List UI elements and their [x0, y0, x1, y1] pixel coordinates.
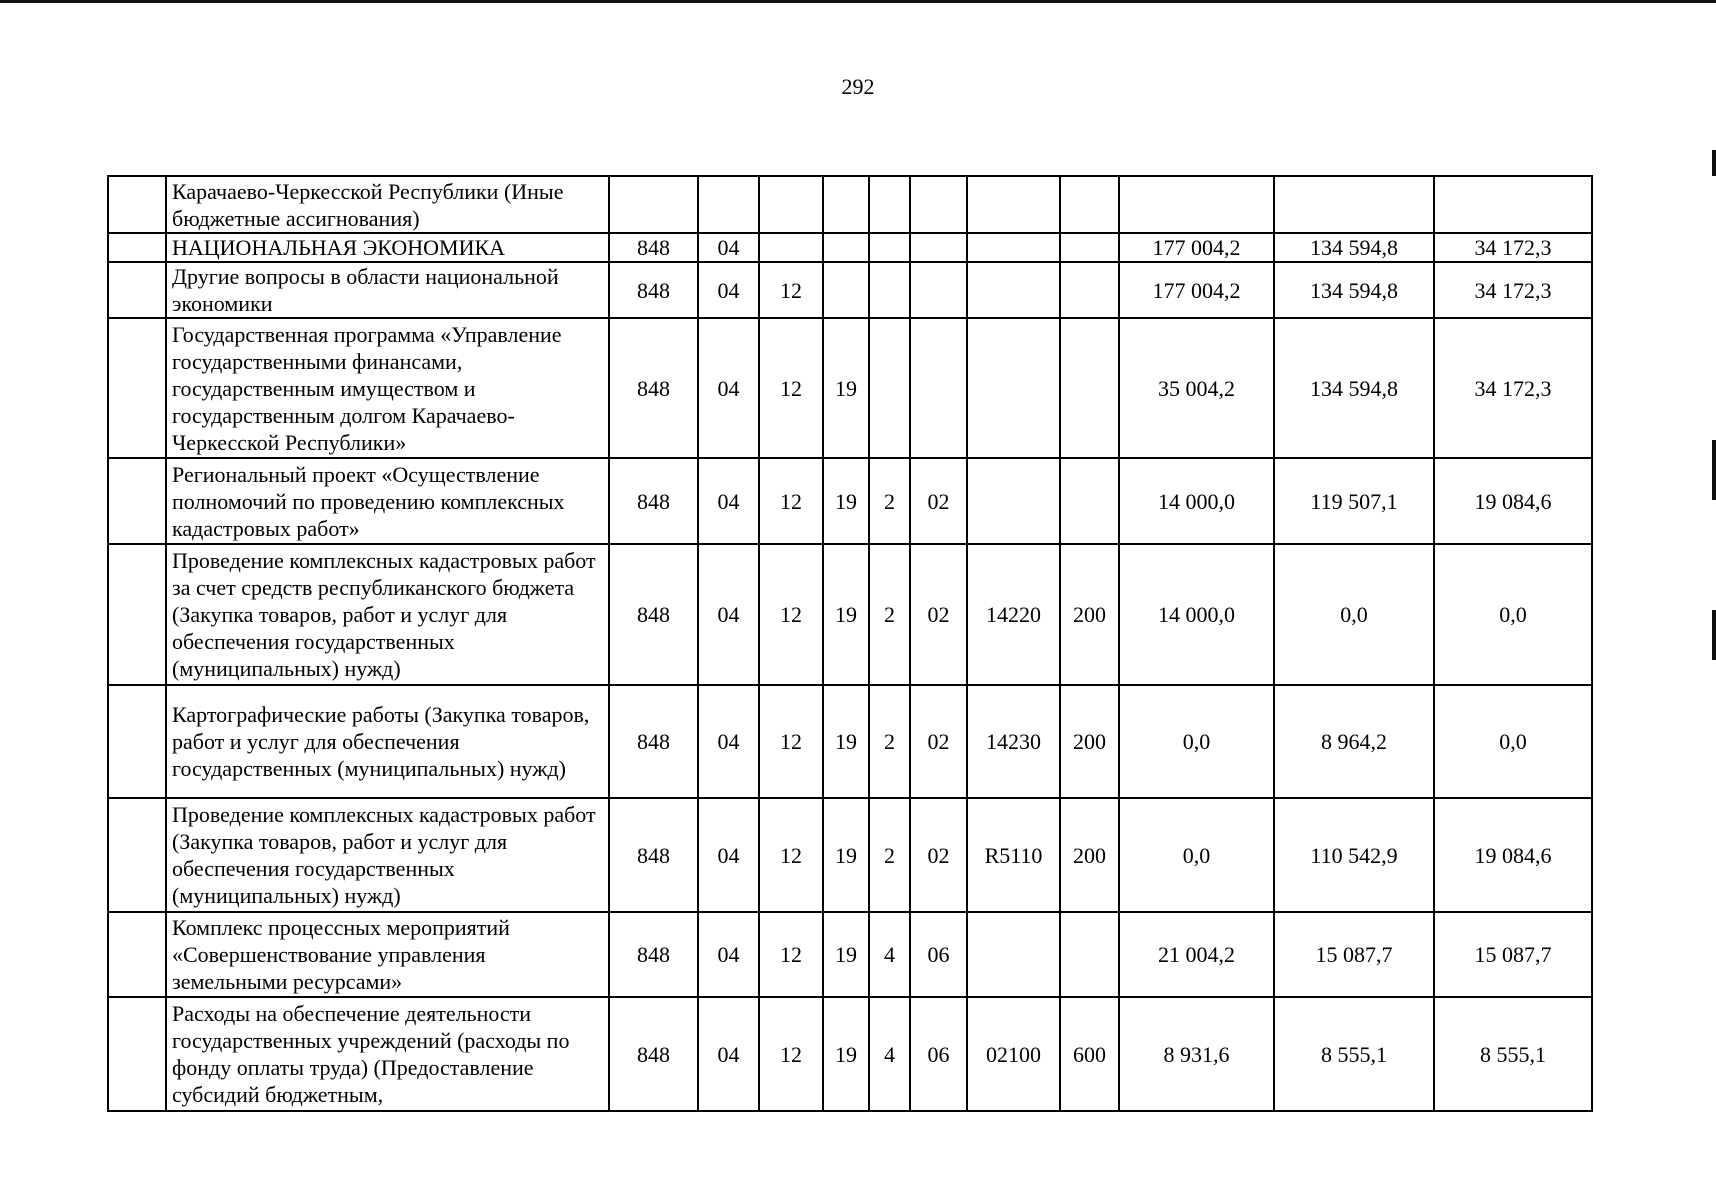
code-cs1: 19 [823, 458, 869, 544]
row-description: Расходы на обеспечение деятельности государственных учреждений (расходы по фонду оплаты труда) (Предоставление субсидий бюджетным, [166, 997, 609, 1111]
code-gr: 848 [609, 997, 698, 1111]
code-cs1 [823, 262, 869, 318]
table-row [108, 262, 1592, 318]
amount-year3 [1434, 176, 1592, 233]
amount-year3: 8 555,1 [1434, 997, 1592, 1111]
code-cs3: 02 [910, 798, 967, 912]
amount-year1: 177 004,2 [1119, 262, 1274, 318]
table-row [108, 798, 1592, 912]
code-cs4: 14230 [967, 685, 1060, 798]
table-row [108, 544, 1592, 685]
row-index-cell [108, 997, 166, 1111]
amount-year2: 8 555,1 [1274, 997, 1434, 1111]
code-rz: 04 [698, 458, 759, 544]
row-index-cell [108, 318, 166, 458]
amount-year3: 34 172,3 [1434, 262, 1592, 318]
row-description: Проведение комплексных кадастровых работ за счет средств республиканского бюджета (Закупка товаров, работ и услуг для обеспечения государственных (муниципальных) нужд) [166, 544, 609, 685]
code-rz [698, 176, 759, 233]
code-cs1: 19 [823, 544, 869, 685]
code-cs3: 06 [910, 912, 967, 997]
code-cs3 [910, 176, 967, 233]
code-gr: 848 [609, 262, 698, 318]
code-cs4 [967, 262, 1060, 318]
code-vr [1060, 318, 1119, 458]
code-cs2: 2 [869, 798, 910, 912]
amount-year2: 0,0 [1274, 544, 1434, 685]
code-cs4 [967, 318, 1060, 458]
code-rz: 04 [698, 233, 759, 262]
code-gr: 848 [609, 544, 698, 685]
table-row [108, 233, 1592, 262]
code-cs4 [967, 233, 1060, 262]
code-cs2: 4 [869, 997, 910, 1111]
page-number: 292 [841, 74, 875, 99]
amount-year2: 8 964,2 [1274, 685, 1434, 798]
budget-table [107, 175, 1593, 1112]
amount-year3: 0,0 [1434, 544, 1592, 685]
code-gr: 848 [609, 912, 698, 997]
code-cs2: 2 [869, 685, 910, 798]
row-description: Карачаево-Черкесской Республики (Иные бюджетные ассигнования) [166, 176, 609, 233]
code-vr [1060, 233, 1119, 262]
amount-year1: 8 931,6 [1119, 997, 1274, 1111]
table-row [108, 458, 1592, 544]
code-cs4 [967, 458, 1060, 544]
top-scan-rule [0, 0, 1716, 3]
code-pr: 12 [759, 318, 823, 458]
table-row [108, 685, 1592, 798]
code-pr: 12 [759, 544, 823, 685]
code-cs4: 02100 [967, 997, 1060, 1111]
amount-year3: 19 084,6 [1434, 798, 1592, 912]
row-index-cell [108, 685, 166, 798]
row-description: Проведение комплексных кадастровых работ (Закупка товаров, работ и услуг для обеспечения государственных (муниципальных) нужд) [166, 798, 609, 912]
code-vr [1060, 912, 1119, 997]
code-cs3: 06 [910, 997, 967, 1111]
code-cs2: 4 [869, 912, 910, 997]
code-vr: 600 [1060, 997, 1119, 1111]
row-index-cell [108, 233, 166, 262]
code-gr: 848 [609, 233, 698, 262]
code-cs2 [869, 176, 910, 233]
code-cs4: 14220 [967, 544, 1060, 685]
amount-year2: 134 594,8 [1274, 262, 1434, 318]
amount-year1: 0,0 [1119, 798, 1274, 912]
code-cs2 [869, 262, 910, 318]
amount-year2: 110 542,9 [1274, 798, 1434, 912]
amount-year3: 34 172,3 [1434, 318, 1592, 458]
code-vr [1060, 458, 1119, 544]
code-pr [759, 233, 823, 262]
code-cs4 [967, 176, 1060, 233]
code-vr: 200 [1060, 685, 1119, 798]
code-cs4: R5110 [967, 798, 1060, 912]
code-gr [609, 176, 698, 233]
row-description: НАЦИОНАЛЬНАЯ ЭКОНОМИКА [166, 233, 609, 262]
row-index-cell [108, 176, 166, 233]
code-rz: 04 [698, 685, 759, 798]
code-gr: 848 [609, 318, 698, 458]
code-pr: 12 [759, 685, 823, 798]
code-vr [1060, 176, 1119, 233]
code-pr: 12 [759, 458, 823, 544]
code-pr [759, 176, 823, 233]
row-index-cell [108, 262, 166, 318]
row-description: Государственная программа «Управление государственными финансами, государственным имуществом и государственным долгом Карачаево-Черкесской Республики» [166, 318, 609, 458]
row-description: Комплекс процессных мероприятий «Совершенствование управления земельными ресурсами» [166, 912, 609, 997]
row-description: Другие вопросы в области национальной экономики [166, 262, 609, 318]
code-rz: 04 [698, 912, 759, 997]
amount-year1: 14 000,0 [1119, 544, 1274, 685]
code-cs3: 02 [910, 685, 967, 798]
amount-year1 [1119, 176, 1274, 233]
code-vr [1060, 262, 1119, 318]
code-cs3 [910, 262, 967, 318]
row-index-cell [108, 912, 166, 997]
code-cs1 [823, 233, 869, 262]
code-vr: 200 [1060, 798, 1119, 912]
amount-year1: 0,0 [1119, 685, 1274, 798]
code-pr: 12 [759, 262, 823, 318]
amount-year1: 35 004,2 [1119, 318, 1274, 458]
code-cs1: 19 [823, 997, 869, 1111]
row-index-cell [108, 544, 166, 685]
row-description: Региональный проект «Осуществление полномочий по проведению комплексных кадастровых работ» [166, 458, 609, 544]
code-gr: 848 [609, 685, 698, 798]
amount-year3: 15 087,7 [1434, 912, 1592, 997]
amount-year1: 14 000,0 [1119, 458, 1274, 544]
table-row [108, 912, 1592, 997]
amount-year2: 15 087,7 [1274, 912, 1434, 997]
code-rz: 04 [698, 798, 759, 912]
table-row [108, 176, 1592, 233]
code-cs3 [910, 233, 967, 262]
amount-year1: 21 004,2 [1119, 912, 1274, 997]
table-body [108, 176, 1592, 1111]
code-pr: 12 [759, 912, 823, 997]
amount-year3: 34 172,3 [1434, 233, 1592, 262]
code-pr: 12 [759, 997, 823, 1111]
code-cs1: 19 [823, 318, 869, 458]
table-row [108, 318, 1592, 458]
code-vr: 200 [1060, 544, 1119, 685]
amount-year1: 177 004,2 [1119, 233, 1274, 262]
edge-scan-mark [1712, 150, 1716, 176]
amount-year2: 134 594,8 [1274, 233, 1434, 262]
code-gr: 848 [609, 458, 698, 544]
code-cs4 [967, 912, 1060, 997]
code-gr: 848 [609, 798, 698, 912]
code-cs2: 2 [869, 544, 910, 685]
code-rz: 04 [698, 318, 759, 458]
amount-year2: 119 507,1 [1274, 458, 1434, 544]
code-rz: 04 [698, 262, 759, 318]
code-cs3: 02 [910, 458, 967, 544]
code-cs1: 19 [823, 685, 869, 798]
code-cs2 [869, 318, 910, 458]
amount-year3: 0,0 [1434, 685, 1592, 798]
code-cs3: 02 [910, 544, 967, 685]
row-index-cell [108, 458, 166, 544]
edge-scan-mark [1712, 610, 1716, 660]
code-rz: 04 [698, 997, 759, 1111]
code-pr: 12 [759, 798, 823, 912]
amount-year2: 134 594,8 [1274, 318, 1434, 458]
table-row [108, 997, 1592, 1111]
code-cs1: 19 [823, 798, 869, 912]
amount-year2 [1274, 176, 1434, 233]
code-cs2 [869, 233, 910, 262]
amount-year3: 19 084,6 [1434, 458, 1592, 544]
code-rz: 04 [698, 544, 759, 685]
code-cs3 [910, 318, 967, 458]
row-description: Картографические работы (Закупка товаров, работ и услуг для обеспечения государственных (муниципальных) нужд) [166, 685, 609, 798]
edge-scan-mark [1712, 440, 1716, 500]
code-cs2: 2 [869, 458, 910, 544]
code-cs1: 19 [823, 912, 869, 997]
row-index-cell [108, 798, 166, 912]
code-cs1 [823, 176, 869, 233]
